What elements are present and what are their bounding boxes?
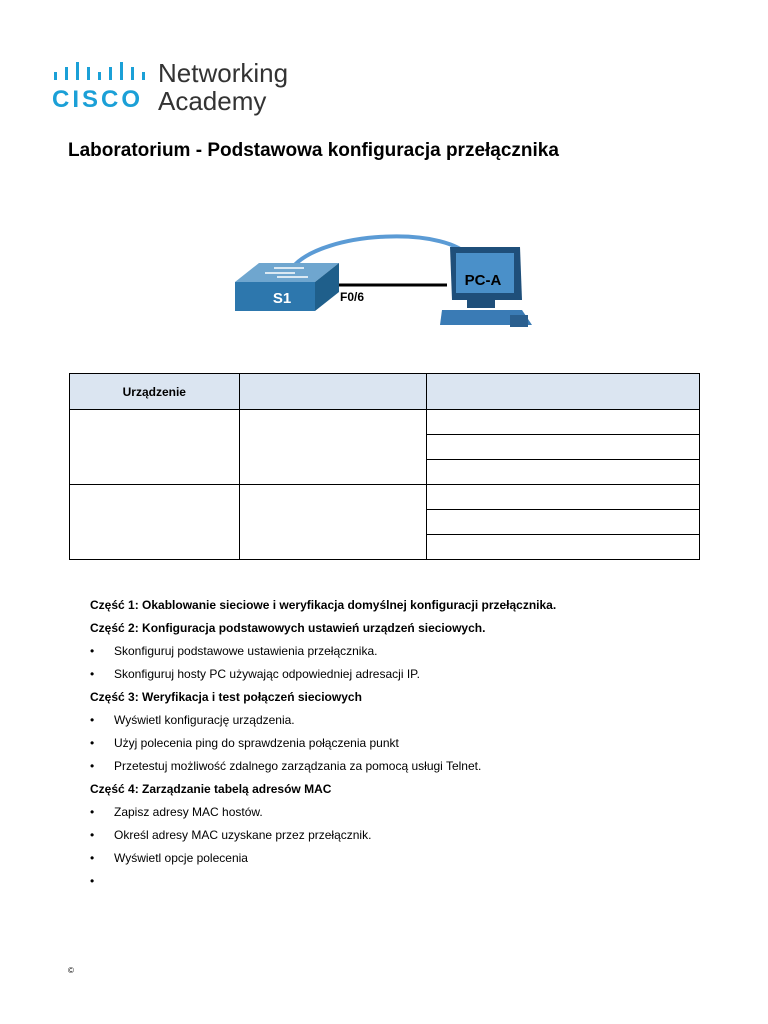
list-item: • Zapisz adresy MAC hostów. <box>90 805 710 820</box>
pc-label: PC-A <box>464 272 502 289</box>
table-header-row <box>70 374 700 410</box>
part-2-list <box>90 644 710 682</box>
part-4-list <box>90 805 710 889</box>
addressing-table <box>69 373 700 560</box>
switch-icon <box>235 263 339 311</box>
list-item: • Użyj polecenia ping do sprawdzenia połączenia punkt <box>90 736 710 751</box>
list-item: • Wyświetl konfigurację urządzenia. <box>90 713 710 728</box>
copyright-mark: © <box>68 966 74 975</box>
logo-networking-text: Networking <box>158 58 289 88</box>
table-cell <box>426 460 699 485</box>
header-device: Urządzenie <box>70 374 240 410</box>
table-cell <box>70 410 240 485</box>
table-row <box>70 410 700 435</box>
part-4-heading: Część 4: Zarządzanie tabelą adresów MAC <box>90 782 332 796</box>
page-title: Laboratorium - Podstawowa konfiguracja przełącznika <box>68 140 559 161</box>
part-3-heading: Część 3: Weryfikacja i test połączeń sieciowych <box>90 690 362 704</box>
part-2-heading: Część 2: Konfiguracja podstawowych ustawień urządzeń sieciowych. <box>90 621 486 635</box>
list-item: • Skonfiguruj hosty PC używając odpowiedniej adresacji IP. <box>90 667 710 682</box>
table-row <box>70 485 700 510</box>
table-cell <box>239 410 426 485</box>
cisco-wordmark: CISCO <box>52 86 144 113</box>
list-item: • Wyświetl opcje polecenia <box>90 851 710 866</box>
table-cell <box>426 510 699 535</box>
header-col2 <box>239 374 426 410</box>
logo-academy-text: Academy <box>158 86 267 116</box>
list-item <box>90 874 710 889</box>
cisco-bars-icon <box>52 62 152 82</box>
table-cell <box>426 435 699 460</box>
port-label: F0/6 <box>340 290 365 304</box>
cisco-networking-academy-logo <box>52 58 312 118</box>
table-cell <box>70 485 240 560</box>
switch-label: S1 <box>272 290 292 307</box>
list-item: • Skonfiguruj podstawowe ustawienia przełącznika. <box>90 644 710 659</box>
topology-diagram <box>232 230 542 340</box>
header-col3 <box>426 374 699 410</box>
table-cell <box>426 535 699 560</box>
objectives <box>90 598 710 897</box>
table-cell <box>426 410 699 435</box>
list-item: • Przetestuj możliwość zdalnego zarządzania za pomocą usługi Telnet. <box>90 759 710 774</box>
list-item: • Określ adresy MAC uzyskane przez przełącznik. <box>90 828 710 843</box>
table-cell <box>426 485 699 510</box>
pc-icon <box>440 247 532 327</box>
table-cell <box>239 485 426 560</box>
part-1-heading: Część 1: Okablowanie sieciowe i weryfikacja domyślnej konfiguracji przełącznika. <box>90 598 557 612</box>
part-3-list <box>90 713 710 774</box>
